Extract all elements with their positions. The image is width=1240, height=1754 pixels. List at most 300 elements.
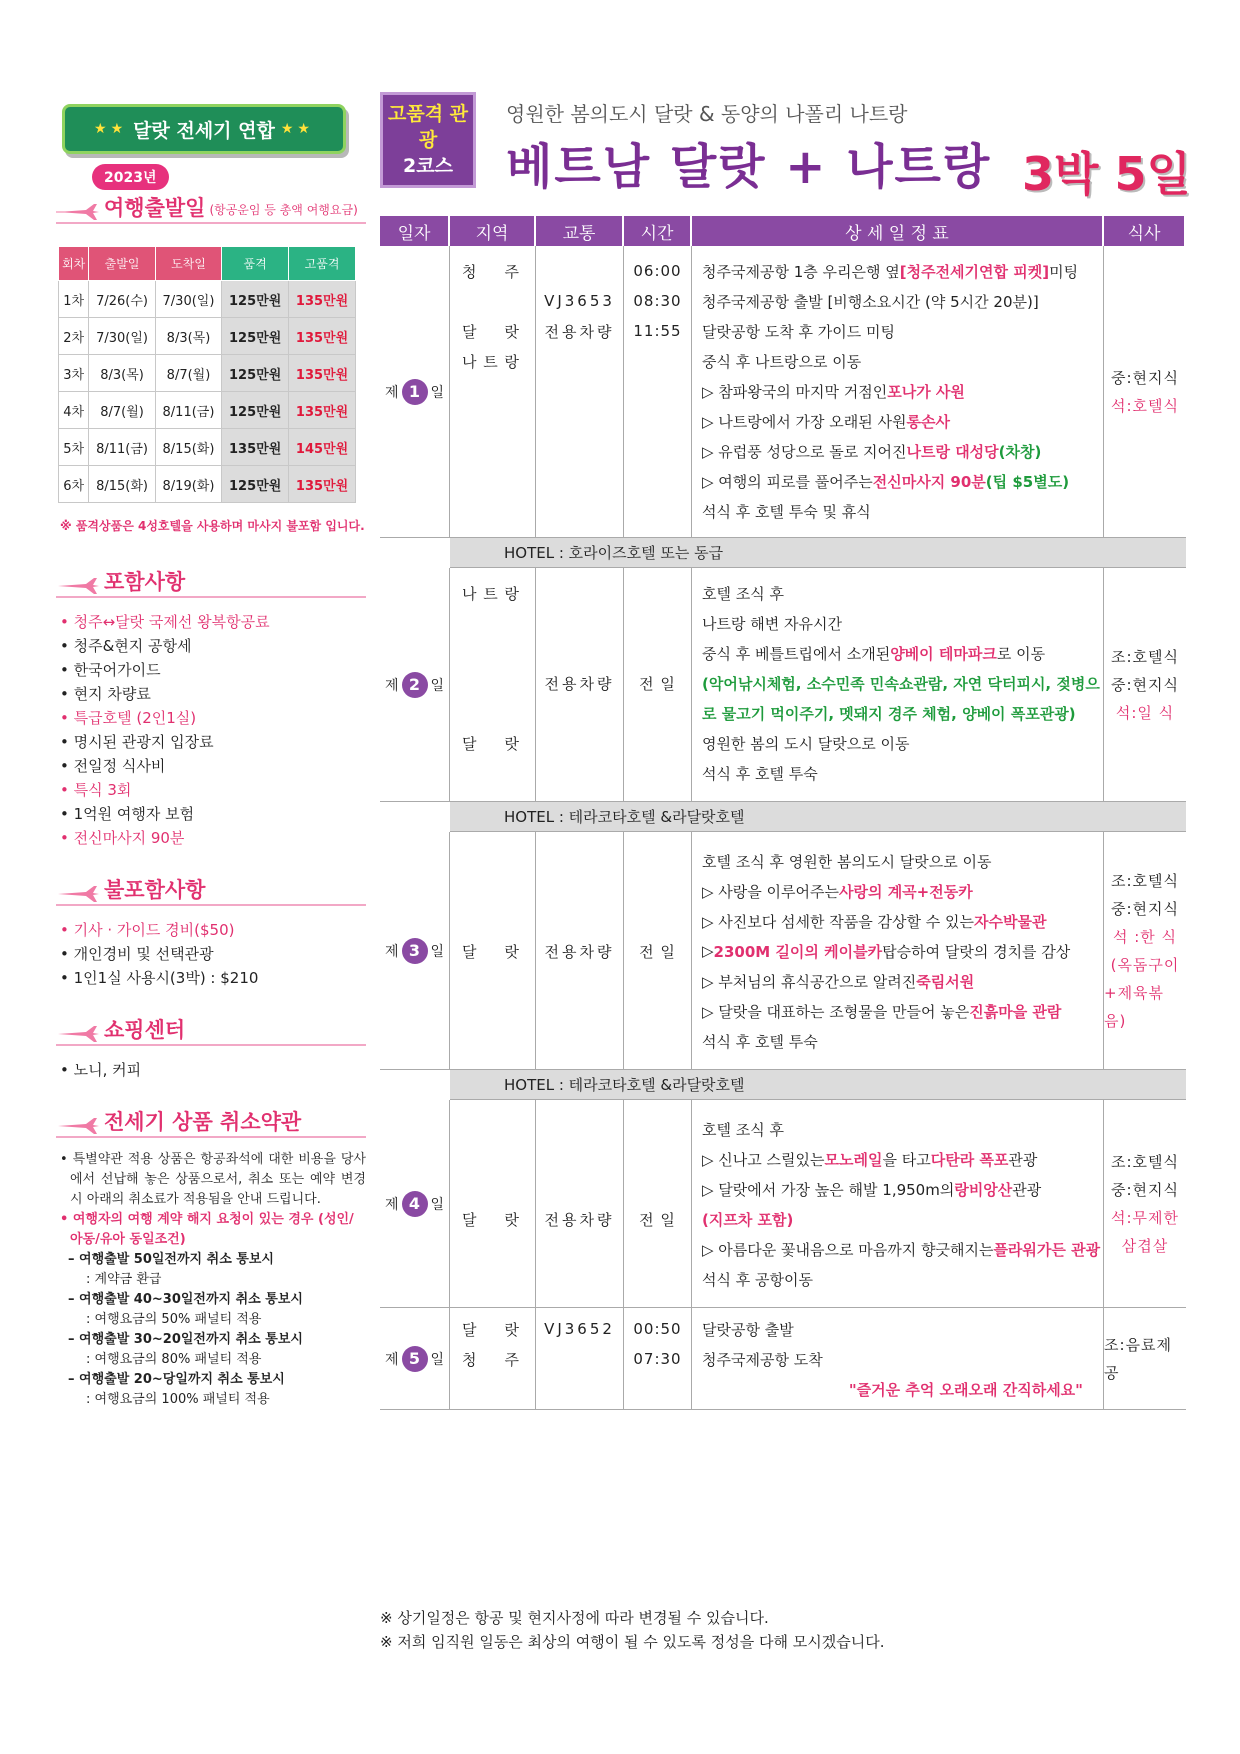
table-cell: 1차 bbox=[59, 281, 89, 318]
time-text bbox=[624, 638, 691, 668]
region-char: 달 bbox=[462, 1320, 481, 1339]
region-text bbox=[450, 406, 535, 436]
day-number: 4 bbox=[402, 1191, 428, 1217]
list-item: • 노니, 커피 bbox=[60, 1058, 366, 1082]
list-item: • 1억원 여행자 보험 bbox=[60, 802, 366, 826]
detail-segment: (지프차 포함) bbox=[702, 1210, 794, 1229]
table-cell: 2차 bbox=[59, 318, 89, 355]
detail-segment: 을 타고 bbox=[882, 1150, 931, 1169]
detail-column bbox=[692, 246, 1104, 537]
region-char: 트 bbox=[483, 352, 502, 371]
region-text bbox=[450, 728, 535, 758]
time-text bbox=[624, 578, 691, 608]
region-char: 청 bbox=[462, 262, 481, 281]
detail-segment: 석식 후 공항이동 bbox=[702, 1270, 813, 1289]
transport-text bbox=[536, 1144, 623, 1174]
region-char: 달 bbox=[462, 1210, 481, 1229]
cancel-rule-detail: : 여행요금의 100% 패널티 적용 bbox=[86, 1392, 270, 1407]
transport-text bbox=[536, 376, 623, 406]
region-text bbox=[450, 1174, 535, 1204]
schedule-header-cell: 일자 bbox=[380, 216, 450, 246]
schedule-day bbox=[380, 1308, 1186, 1410]
detail-segment: 호텔 조식 후 bbox=[702, 1120, 784, 1139]
shopping-section-header bbox=[56, 1012, 366, 1046]
time-text: 전 일 bbox=[639, 1210, 676, 1229]
transport-column bbox=[536, 1100, 624, 1307]
transport-column bbox=[536, 1308, 624, 1409]
excluded-list bbox=[60, 918, 366, 990]
detail-line bbox=[692, 1344, 1103, 1374]
time-text bbox=[624, 1264, 691, 1294]
detail-segment: 청주국제공항 도착 bbox=[702, 1350, 823, 1369]
transport-text: 전용차량 bbox=[544, 674, 615, 693]
detail-segment: 청주국제공항 1층 우리은행 옆 bbox=[702, 262, 900, 281]
table-cell: 8/11(금) bbox=[155, 392, 221, 429]
meal-text: 조:호텔식 bbox=[1110, 1152, 1179, 1171]
schedule-header-cell: 식사 bbox=[1104, 216, 1186, 246]
departure-dates-table bbox=[58, 246, 356, 503]
region-column bbox=[450, 246, 536, 537]
detail-line bbox=[692, 728, 1103, 758]
cancel-rules bbox=[60, 1250, 366, 1410]
transport-text: 전용차량 bbox=[544, 1210, 615, 1229]
transport-text bbox=[536, 436, 623, 466]
detail-line bbox=[692, 346, 1103, 376]
hotel-info: HOTEL : 테라코타호텔 &라달랏호텔 bbox=[450, 802, 1186, 832]
detail-line bbox=[692, 436, 1103, 466]
table-cell: 7/26(수) bbox=[89, 281, 155, 318]
transport-text bbox=[536, 496, 623, 526]
cancel-rule: – 여행출발 50일전까지 취소 통보시 bbox=[68, 1252, 274, 1267]
detail-segment: 달랏공항 도착 후 가이드 미팅 bbox=[702, 322, 895, 341]
time-text bbox=[624, 436, 691, 466]
detail-line bbox=[692, 758, 1103, 788]
region-text bbox=[450, 846, 535, 876]
time-text bbox=[624, 496, 691, 526]
transport-text bbox=[536, 578, 623, 608]
transport-text bbox=[536, 1234, 623, 1264]
detail-segment: 양베이 테마파크 bbox=[890, 644, 997, 663]
region-text bbox=[450, 286, 535, 316]
detail-segment: 영원한 봄의 도시 달랏으로 이동 bbox=[702, 734, 910, 753]
schedule-header-cell: 상 세 일 정 표 bbox=[692, 216, 1104, 246]
transport-text bbox=[536, 256, 623, 286]
table-note: ※ 품격상품은 4성호텔을 사용하며 마사지 불포함 입니다. bbox=[60, 519, 365, 533]
detail-segment: ▷ bbox=[702, 942, 714, 960]
transport-text: 전용차량 bbox=[544, 322, 615, 341]
time-text bbox=[624, 906, 691, 936]
day-prefix: 제 bbox=[384, 1351, 399, 1368]
region-char: 랏 bbox=[504, 734, 523, 753]
table-row bbox=[59, 318, 356, 355]
day-cell bbox=[380, 568, 450, 801]
region-char: 랏 bbox=[504, 1320, 523, 1339]
day-prefix: 제 bbox=[384, 677, 399, 694]
table-header-cell: 출발일 bbox=[89, 247, 155, 281]
detail-segment: 플라워가든 관광 bbox=[993, 1240, 1101, 1259]
detail-line bbox=[692, 1314, 1103, 1344]
detail-line bbox=[692, 846, 1103, 876]
meal-text: 석:무제한 bbox=[1110, 1208, 1179, 1227]
table-row bbox=[59, 355, 356, 392]
meal-cell bbox=[1104, 832, 1186, 1069]
region-text bbox=[450, 1026, 535, 1056]
list-item: • 특급호텔 (2인1실) bbox=[60, 706, 366, 730]
cancel-section-header bbox=[56, 1104, 366, 1138]
dates-title: 여행출발일 bbox=[104, 196, 206, 220]
schedule-header-cell: 시간 bbox=[624, 216, 692, 246]
table-cell: 125만원 bbox=[222, 466, 289, 503]
table-cell: 125만원 bbox=[222, 318, 289, 355]
day-prefix: 제 bbox=[384, 384, 399, 401]
day-cell bbox=[380, 832, 450, 1069]
transport-text bbox=[536, 876, 623, 906]
transport-column bbox=[536, 568, 624, 801]
footer-note: ※ 저희 임직원 일동은 최상의 여행이 될 수 있도록 정성을 다해 모시겠습니다. bbox=[380, 1633, 885, 1651]
star-icon: ★★ bbox=[280, 121, 314, 137]
schedule-header-cell: 지역 bbox=[450, 216, 536, 246]
time-text bbox=[624, 698, 691, 728]
hotel-info: HOTEL : 호라이즈호텔 또는 동급 bbox=[450, 538, 1186, 568]
table-cell: 3차 bbox=[59, 355, 89, 392]
time-text bbox=[624, 728, 691, 758]
detail-segment: ▷ 참파왕국의 마지막 거점인 bbox=[702, 382, 888, 401]
detail-segment: ▷ 아름다운 꽃내음으로 마음까지 향긋해지는 bbox=[702, 1240, 994, 1259]
table-header-cell: 품격 bbox=[222, 247, 289, 281]
time-text bbox=[624, 1234, 691, 1264]
detail-segment: 중식 후 나트랑으로 이동 bbox=[702, 352, 862, 371]
time-text bbox=[624, 376, 691, 406]
meal-text: (옥돔구이 bbox=[1110, 955, 1180, 974]
list-item: • 기사 · 가이드 경비($50) bbox=[60, 918, 366, 942]
table-row bbox=[59, 466, 356, 503]
cancel-rule: – 여행출발 30~20일전까지 취소 통보시 bbox=[68, 1332, 303, 1347]
day-suffix: 일 bbox=[430, 677, 445, 694]
day-number: 1 bbox=[402, 379, 428, 405]
list-item: • 1인1실 사용시(3박) : $210 bbox=[60, 966, 366, 990]
meal-cell bbox=[1104, 246, 1186, 537]
region-char: 주 bbox=[504, 262, 523, 281]
footer-notes bbox=[380, 1606, 885, 1654]
region-text bbox=[450, 608, 535, 638]
meal-text: 조:음료제공 bbox=[1104, 1335, 1173, 1382]
shopping-list bbox=[60, 1058, 366, 1082]
region-column bbox=[450, 832, 536, 1069]
transport-text: VJ3653 bbox=[544, 292, 615, 310]
table-cell: 8/3(목) bbox=[89, 355, 155, 392]
region-char: 랑 bbox=[504, 352, 523, 371]
region-column bbox=[450, 1100, 536, 1307]
day-suffix: 일 bbox=[430, 384, 445, 401]
detail-segment: 탑승하여 달랏의 경치를 감상 bbox=[882, 942, 1071, 961]
nights-badge: 3박 5일 bbox=[1022, 147, 1191, 201]
transport-text bbox=[536, 698, 623, 728]
schedule-body bbox=[380, 246, 1186, 1410]
detail-line bbox=[692, 906, 1103, 936]
detail-segment: 로 물고기 먹이주기, 멧돼지 경주 체험, 양베이 폭포관광) bbox=[702, 704, 1076, 723]
region-char: 달 bbox=[462, 942, 481, 961]
detail-segment: ▷ 달랏을 대표하는 조형물을 만들어 놓은 bbox=[702, 1002, 970, 1021]
table-cell: 8/3(목) bbox=[155, 318, 221, 355]
time-text bbox=[624, 608, 691, 638]
transport-text bbox=[536, 966, 623, 996]
region-char: 랑 bbox=[504, 584, 523, 603]
region-column bbox=[450, 1308, 536, 1409]
table-cell: 135만원 bbox=[289, 318, 356, 355]
detail-segment: 자수박물관 bbox=[974, 912, 1047, 931]
detail-segment: 죽림서원 bbox=[916, 972, 975, 991]
day-cell bbox=[380, 1308, 450, 1409]
detail-line bbox=[692, 1174, 1103, 1204]
detail-segment: 포나가 사원 bbox=[887, 382, 965, 401]
region-text bbox=[450, 1234, 535, 1264]
day-prefix: 제 bbox=[384, 1196, 399, 1213]
transport-text bbox=[536, 608, 623, 638]
meal-text: 석 :한 식 bbox=[1112, 927, 1178, 946]
list-item: • 한국어가이드 bbox=[60, 658, 366, 682]
detail-segment: 청주국제공항 출발 [비행소요시간 (약 5시간 20분)] bbox=[702, 292, 1039, 311]
region-char: 나 bbox=[462, 352, 481, 371]
detail-segment: 중식 후 베틀트립에서 소개된 bbox=[702, 644, 891, 663]
meal-text: 석:호텔식 bbox=[1110, 396, 1179, 415]
table-cell: 7/30(일) bbox=[89, 318, 155, 355]
transport-text bbox=[536, 1264, 623, 1294]
excluded-section-header bbox=[56, 872, 366, 906]
table-cell: 4차 bbox=[59, 392, 89, 429]
detail-segment: 로 이동 bbox=[996, 644, 1046, 663]
detail-segment: 진흙마을 관람 bbox=[969, 1002, 1062, 1021]
detail-segment: 랑비앙산 bbox=[954, 1180, 1013, 1199]
region-text bbox=[450, 466, 535, 496]
table-row bbox=[59, 392, 356, 429]
region-text bbox=[450, 758, 535, 788]
day-cell bbox=[380, 246, 450, 537]
region-text bbox=[450, 638, 535, 668]
table-cell: 145만원 bbox=[289, 429, 356, 466]
table-cell: 7/30(일) bbox=[155, 281, 221, 318]
cancel-rule-detail: : 계약금 환급 bbox=[86, 1272, 162, 1287]
table-header-cell: 도착일 bbox=[155, 247, 221, 281]
detail-line bbox=[692, 466, 1103, 496]
region-text bbox=[450, 1314, 535, 1344]
region-char: 랏 bbox=[504, 322, 523, 341]
region-text bbox=[450, 1344, 535, 1374]
detail-line bbox=[692, 1204, 1103, 1234]
detail-line bbox=[692, 376, 1103, 406]
table-cell: 6차 bbox=[59, 466, 89, 503]
union-banner bbox=[62, 104, 346, 154]
meal-text: 중:현지식 bbox=[1110, 368, 1179, 387]
transport-text bbox=[536, 1344, 623, 1374]
schedule-day bbox=[380, 568, 1186, 802]
detail-line bbox=[692, 1026, 1103, 1056]
time-text bbox=[624, 846, 691, 876]
course-badge bbox=[380, 92, 476, 188]
table-cell: 135만원 bbox=[289, 355, 356, 392]
detail-segment: ▷ 부처님의 휴식공간으로 알려진 bbox=[702, 972, 917, 991]
region-text bbox=[450, 936, 535, 966]
time-text bbox=[624, 1026, 691, 1056]
detail-line bbox=[692, 936, 1103, 966]
list-item: • 전신마사지 90분 bbox=[60, 826, 366, 850]
left-column bbox=[56, 104, 366, 1410]
region-text bbox=[450, 1204, 535, 1234]
time-column bbox=[624, 1308, 692, 1409]
detail-line bbox=[692, 638, 1103, 668]
list-item: • 청주↔달랏 국제선 왕복항공료 bbox=[60, 610, 366, 634]
detail-segment: 석식 후 호텔 투숙 bbox=[702, 1032, 818, 1051]
cancel-policy bbox=[60, 1150, 366, 1410]
transport-text bbox=[536, 846, 623, 876]
detail-segment: 나트랑 대성당 bbox=[906, 442, 999, 461]
detail-line bbox=[692, 496, 1103, 526]
time-text bbox=[624, 996, 691, 1026]
day-suffix: 일 bbox=[430, 1351, 445, 1368]
transport-text bbox=[536, 1026, 623, 1056]
list-item: • 전일정 식사비 bbox=[60, 754, 366, 778]
transport-text bbox=[536, 638, 623, 668]
day-cell bbox=[380, 1100, 450, 1307]
transport-text bbox=[536, 1174, 623, 1204]
region-char: 랏 bbox=[504, 942, 523, 961]
transport-text bbox=[536, 758, 623, 788]
detail-line bbox=[692, 406, 1103, 436]
region-text bbox=[450, 1144, 535, 1174]
airplane-icon bbox=[56, 574, 100, 596]
meal-text: 중:현지식 bbox=[1110, 675, 1179, 694]
detail-segment: ▷ 달랏에서 가장 높은 해발 1,950m의 bbox=[702, 1180, 955, 1199]
time-text: 07:30 bbox=[633, 1350, 682, 1368]
cancel-paragraph: • 특별약관 적용 상품은 항공좌석에 대한 비용을 당사에서 선납해 놓은 상품으로서, 취소 또는 예약 변경시 아래의 취소료가 적용됨을 안내 드립니다. bbox=[60, 1152, 366, 1207]
course-badge-line1: 고품격 관광 bbox=[387, 103, 469, 151]
course-badge-line2: 2코스 bbox=[403, 155, 453, 177]
time-text bbox=[624, 1174, 691, 1204]
day-prefix: 제 bbox=[384, 943, 399, 960]
detail-segment: 나트랑 해변 자유시간 bbox=[702, 614, 842, 633]
region-text bbox=[450, 698, 535, 728]
schedule-day bbox=[380, 1100, 1186, 1308]
meal-cell bbox=[1104, 1308, 1186, 1409]
detail-line bbox=[692, 996, 1103, 1026]
table-cell: 125만원 bbox=[222, 281, 289, 318]
detail-line bbox=[692, 578, 1103, 608]
included-section-header bbox=[56, 564, 366, 598]
detail-segment: [청주전세기연합 피켓] bbox=[899, 262, 1050, 281]
transport-text bbox=[536, 1114, 623, 1144]
region-text bbox=[450, 906, 535, 936]
footer-note: ※ 상기일정은 항공 및 현지사정에 따라 변경될 수 있습니다. bbox=[380, 1609, 769, 1627]
list-item: • 청주&현지 공항세 bbox=[60, 634, 366, 658]
region-text bbox=[450, 436, 535, 466]
table-cell: 8/15(화) bbox=[89, 466, 155, 503]
day-number: 2 bbox=[402, 672, 428, 698]
day-suffix: 일 bbox=[430, 1196, 445, 1213]
meal-text: +제육볶음) bbox=[1104, 983, 1165, 1030]
detail-line bbox=[692, 876, 1103, 906]
detail-segment: ▷ 유럽풍 성당으로 돌로 지어진 bbox=[702, 442, 907, 461]
transport-column bbox=[536, 246, 624, 537]
detail-column bbox=[692, 568, 1104, 801]
detail-segment: ▷ 사진보다 섬세한 작품을 감상할 수 있는 bbox=[702, 912, 974, 931]
transport-text bbox=[536, 996, 623, 1026]
table-cell: 135만원 bbox=[289, 466, 356, 503]
airplane-icon bbox=[56, 1114, 100, 1136]
table-cell: 125만원 bbox=[222, 355, 289, 392]
list-item: • 명시된 관광지 입장료 bbox=[60, 730, 366, 754]
detail-segment: (차창) bbox=[998, 442, 1042, 461]
table-header-cell: 회차 bbox=[59, 247, 89, 281]
detail-line bbox=[692, 316, 1103, 346]
detail-segment: (악어낚시체험, 소수민족 민속쇼관람, 자연 닥터피시, 젖병으 bbox=[702, 674, 1100, 693]
detail-segment: 관광 bbox=[1012, 1180, 1042, 1199]
banner-text: 달랏 전세기 연합 bbox=[133, 119, 275, 142]
time-column bbox=[624, 1100, 692, 1307]
detail-segment: 모노레일 bbox=[824, 1150, 883, 1169]
year-badge: 2023년 bbox=[92, 164, 169, 190]
region-text bbox=[450, 996, 535, 1026]
table-cell: 135만원 bbox=[289, 281, 356, 318]
time-text: 00:50 bbox=[633, 1320, 682, 1338]
table-cell: 135만원 bbox=[222, 429, 289, 466]
time-column bbox=[624, 568, 692, 801]
dates-subtitle: (항공운임 등 총액 여행요금) bbox=[209, 203, 358, 217]
time-text: 08:30 bbox=[633, 292, 682, 310]
meal-text: 삼겹살 bbox=[1121, 1236, 1169, 1255]
meal-text: 중:현지식 bbox=[1110, 899, 1179, 918]
shopping-title: 쇼핑센터 bbox=[104, 1018, 186, 1042]
detail-segment: 호텔 조식 후 영원한 봄의도시 달랏으로 이동 bbox=[702, 852, 992, 871]
included-list bbox=[60, 610, 366, 850]
transport-text bbox=[536, 906, 623, 936]
schedule-header-cell: 교통 bbox=[536, 216, 624, 246]
region-text bbox=[450, 1264, 535, 1294]
region-char: 랏 bbox=[504, 1210, 523, 1229]
detail-segment: 다탄라 폭포 bbox=[930, 1150, 1009, 1169]
schedule-day bbox=[380, 832, 1186, 1070]
page-subtitle: 영원한 봄의도시 달랏 & 동양의 나폴리 나트랑 bbox=[506, 102, 908, 126]
time-text bbox=[624, 406, 691, 436]
detail-segment: ▷ 여행의 피로를 풀어주는 bbox=[702, 472, 873, 491]
transport-text: 전용차량 bbox=[544, 942, 615, 961]
time-text bbox=[624, 758, 691, 788]
transport-column bbox=[536, 832, 624, 1069]
cancel-rule-detail: : 여행요금의 50% 패널티 적용 bbox=[86, 1312, 262, 1327]
table-cell: 125만원 bbox=[222, 392, 289, 429]
schedule-day bbox=[380, 246, 1186, 538]
table-cell: 8/7(월) bbox=[89, 392, 155, 429]
time-text bbox=[624, 346, 691, 376]
transport-text bbox=[536, 346, 623, 376]
region-text bbox=[450, 316, 535, 346]
time-text: 전 일 bbox=[639, 674, 676, 693]
region-text bbox=[450, 876, 535, 906]
detail-line bbox=[692, 966, 1103, 996]
transport-text bbox=[536, 406, 623, 436]
table-cell: 8/7(월) bbox=[155, 355, 221, 392]
table-cell: 8/19(화) bbox=[155, 466, 221, 503]
detail-column bbox=[692, 832, 1104, 1069]
region-char: 청 bbox=[462, 1350, 481, 1369]
meal-text: 중:현지식 bbox=[1110, 1180, 1179, 1199]
detail-column bbox=[692, 1100, 1104, 1307]
page-title: 베트남 달랏 + 나트랑 bbox=[506, 139, 992, 195]
transport-text: VJ3652 bbox=[544, 1320, 615, 1338]
meal-text: 조:호텔식 bbox=[1110, 647, 1179, 666]
list-item: • 현지 차량료 bbox=[60, 682, 366, 706]
cancel-rule: – 여행출발 20~당일까지 취소 통보시 bbox=[68, 1372, 285, 1387]
time-text bbox=[624, 876, 691, 906]
airplane-icon bbox=[56, 882, 100, 904]
